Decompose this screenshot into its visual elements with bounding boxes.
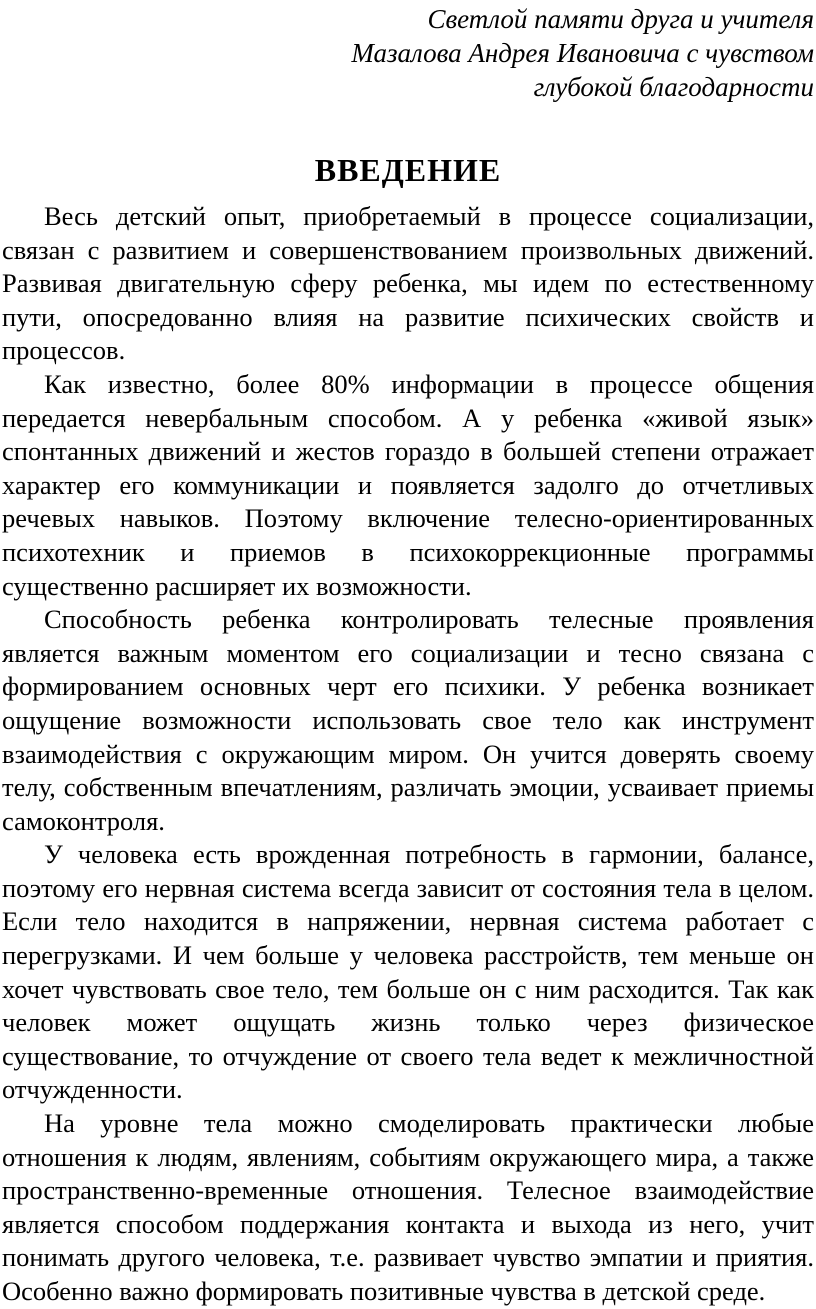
paragraph-2: Как известно, более 80% информации в процессе общения передается невербальным способом. А у ребенка «живой язык» спонтанных движений и жестов гораздо в большей степени отражает характер его коммуникации и появляется задолго до отчетливых речевых навыков. Поэтому включение телесно-ориентированных психотехник и приемов в психокоррекционные программы существенно расширяет их возможности. <box>2 368 814 601</box>
paragraph-5: На уровне тела можно смоделировать практически любые отношения к людям, явлениям, событиям окружающего мира, а также пространственно-временные отношения. Телесное взаимодействие является способом поддержания контакта и выхода из него, учит понимать другого человека, т.е. развивает чувство эмпатии и приятия. Особенно важно формировать позитивные чувства в детской среде. <box>2 1108 814 1306</box>
dedication-line-2: Мазалова Андрея Ивановича с чувством <box>351 38 814 68</box>
section-heading: ВВЕДЕНИЕ <box>314 152 502 188</box>
paragraph-3: Способность ребенка контролировать телесные проявления является важным моментом его социализации и тесно связана с формированием основных черт его психики. У ребенка возникает ощущение возможности использовать свое тело как инструмент взаимодействия с окружающим миром. Он учится доверять своему телу, собственным впечатлениям, различать эмоции, усваивает приемы самоконтроля. <box>2 604 814 836</box>
dedication-line-3: глубокой благодарности <box>533 72 814 102</box>
paragraph-1: Весь детский опыт, приобретаемый в процессе социализации, связан с развитием и совершенствованием произвольных движений. Развивая двигательную сферу ребенка, мы идем по естественному пути, опосредованно влияя на развитие психических свойств и процессов. <box>2 201 814 366</box>
dedication-line-1: Светлой памяти друга и учителя <box>427 4 814 34</box>
dedication <box>351 2 814 104</box>
paragraph-4: У человека есть врожденная потребность в гармонии, балансе, поэтому его нервная система всегда зависит от состояния тела в целом. Если тело находится в напряжении, нервная система работает с перегрузками. И чем больше у человека расстройств, тем меньше он хочет чувствовать свое тело, тем больше он с ним расходится. Так как человек может ощущать жизнь только через физическое существование, то отчуждение от своего тела ведет к межличностной отчужденности. <box>2 839 814 1105</box>
body-text <box>2 200 814 1309</box>
